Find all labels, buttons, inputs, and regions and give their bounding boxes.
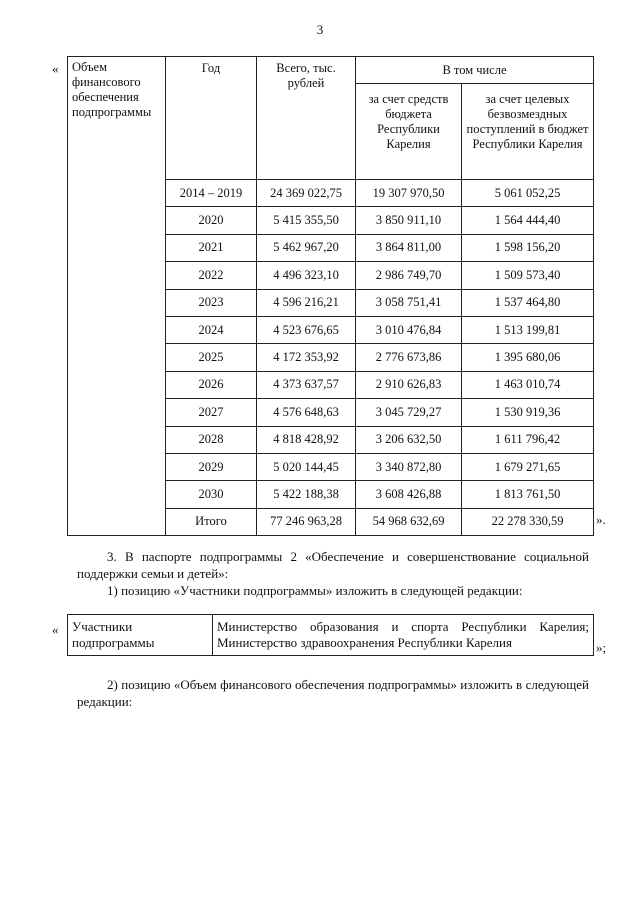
cell-total: 5 020 144,45 xyxy=(257,453,356,480)
cell-grants: 1 513 199,81 xyxy=(462,316,594,343)
table1-open-quote: « xyxy=(52,61,59,76)
cell-grants: 5 061 052,25 xyxy=(462,180,594,207)
cell-total: 5 422 188,38 xyxy=(257,481,356,508)
cell-total: 4 576 648,63 xyxy=(257,399,356,426)
financing-table xyxy=(67,56,594,536)
cell-grants: 1 564 444,40 xyxy=(462,207,594,234)
cell-year: 2030 xyxy=(166,481,257,508)
cell-year: 2021 xyxy=(166,234,257,261)
cell-budget: 3 206 632,50 xyxy=(356,426,462,453)
cell-total: 4 172 353,92 xyxy=(257,344,356,371)
cell-budget: 3 608 426,88 xyxy=(356,481,462,508)
cell-budget: 19 307 970,50 xyxy=(356,180,462,207)
table1-close-quote: ». xyxy=(596,512,606,527)
table-header-row xyxy=(68,57,594,84)
cell-budget: 2 986 749,70 xyxy=(356,262,462,289)
paragraph-3-1: 1) позицию «Участники подпрограммы» изложить в следующей редакции: xyxy=(107,583,523,598)
cell-total: 4 523 676,65 xyxy=(257,316,356,343)
cell-budget: 3 864 811,00 xyxy=(356,234,462,261)
participants-table xyxy=(67,614,594,656)
cell-budget: 3 058 751,41 xyxy=(356,289,462,316)
cell-grants: 1 611 796,42 xyxy=(462,426,594,453)
cell-grants: 1 813 761,50 xyxy=(462,481,594,508)
cell-grants: 1 509 573,40 xyxy=(462,262,594,289)
cell-year: 2029 xyxy=(166,453,257,480)
paragraph-3-2: 2) позицию «Объем финансового обеспечения подпрограммы» изложить в следующей редакции: xyxy=(77,677,589,709)
cell-budget: 54 968 632,69 xyxy=(356,508,462,535)
cell-grants: 1 395 680,06 xyxy=(462,344,594,371)
cell-total: 5 462 967,20 xyxy=(257,234,356,261)
cell-total: 4 596 216,21 xyxy=(257,289,356,316)
cell-year: 2022 xyxy=(166,262,257,289)
column-header-including: В том числе xyxy=(356,57,594,84)
cell-year: 2026 xyxy=(166,371,257,398)
cell-total: 5 415 355,50 xyxy=(257,207,356,234)
table2-open-quote: « xyxy=(52,622,59,637)
cell-total: 4 496 323,10 xyxy=(257,262,356,289)
cell-total: 24 369 022,75 xyxy=(257,180,356,207)
row-label-cell: Объем финансового обеспечения подпрограммы xyxy=(68,57,166,536)
column-header-total: Всего, тыс. рублей xyxy=(257,57,356,180)
cell-total: 4 373 637,57 xyxy=(257,371,356,398)
paragraph-3: 3. В паспорте подпрограммы 2 «Обеспечение и совершенствование социальной поддержки семьи и детей»: xyxy=(77,549,589,581)
cell-grants: 1 530 919,36 xyxy=(462,399,594,426)
cell-year: 2023 xyxy=(166,289,257,316)
table2-close-quote: »; xyxy=(596,640,607,655)
cell-grants: 1 679 271,65 xyxy=(462,453,594,480)
cell-grants: 1 463 010,74 xyxy=(462,371,594,398)
cell-year: 2025 xyxy=(166,344,257,371)
cell-budget: 2 910 626,83 xyxy=(356,371,462,398)
cell-total: 4 818 428,92 xyxy=(257,426,356,453)
cell-total: 77 246 963,28 xyxy=(257,508,356,535)
cell-grants: 1 537 464,80 xyxy=(462,289,594,316)
cell-budget: 3 045 729,27 xyxy=(356,399,462,426)
participants-value: Министерство образования и спорта Республики Карелия; Министерство здравоохранения Республики Карелия xyxy=(213,615,594,656)
cell-grants: 1 598 156,20 xyxy=(462,234,594,261)
cell-budget: 2 776 673,86 xyxy=(356,344,462,371)
cell-year: 2020 xyxy=(166,207,257,234)
cell-year: 2024 xyxy=(166,316,257,343)
column-header-grants: за счет целевых безвозмездных поступлений в бюджет Республики Карелия xyxy=(462,84,594,180)
participants-row xyxy=(68,615,594,656)
cell-year: Итого xyxy=(166,508,257,535)
participants-label: Участники подпрограммы xyxy=(68,615,213,656)
page-number: 3 xyxy=(316,22,324,37)
cell-budget: 3 340 872,80 xyxy=(356,453,462,480)
cell-grants: 22 278 330,59 xyxy=(462,508,594,535)
cell-year: 2028 xyxy=(166,426,257,453)
cell-year: 2027 xyxy=(166,399,257,426)
cell-year: 2014 – 2019 xyxy=(166,180,257,207)
cell-budget: 3 010 476,84 xyxy=(356,316,462,343)
cell-budget: 3 850 911,10 xyxy=(356,207,462,234)
column-header-year: Год xyxy=(166,57,257,180)
column-header-budget: за счет средств бюджета Республики Карелия xyxy=(356,84,462,180)
